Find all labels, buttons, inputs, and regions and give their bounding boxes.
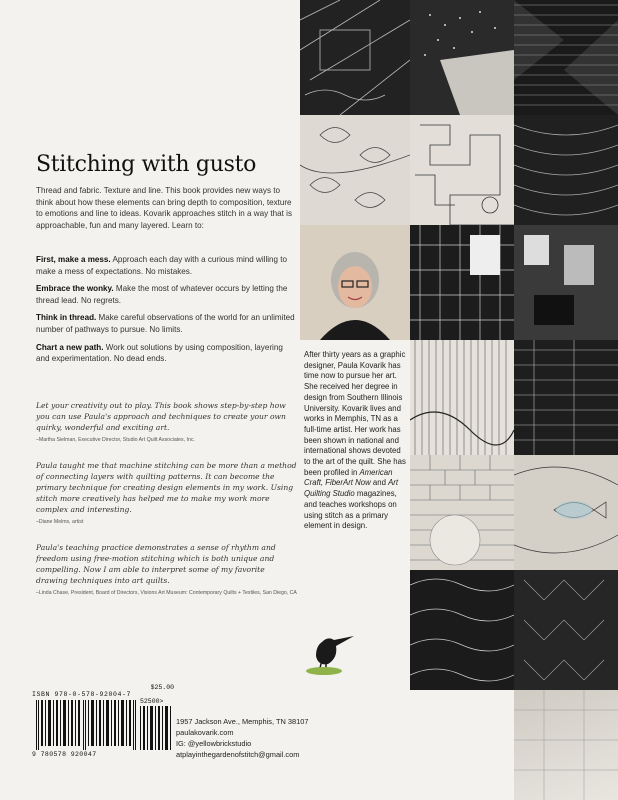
endorsement-quote: Paula taught me that machine stitching can be more than a method of connecting layers with quilting patterns. It can become the primary technique for creating design elements in my work. Using stitch more creatively has helped me to make my work more complex and interesting. –Diane Melms, artist <box>36 461 297 525</box>
learning-points <box>36 254 298 371</box>
quilt-tile-dots <box>410 0 514 115</box>
book-title: Stitching with gusto <box>36 152 257 177</box>
quilt-tile-rectangles <box>514 225 618 340</box>
quilt-tile-triangles <box>514 0 618 115</box>
author-photo <box>300 225 410 340</box>
quilt-tile-bricks <box>410 455 514 570</box>
quilt-tile-lines-light <box>410 340 514 455</box>
book-intro: Thread and fabric. Texture and line. This book provides new ways to think about how these elements can bring depth to composition, texture to emotions and line to ideas. Kovarik approaches stitch in a way that is approachable, fun and many layered. Learn to: <box>36 186 292 230</box>
quilt-tile-bottom <box>514 690 618 800</box>
quilt-tile-grid <box>410 225 514 340</box>
quilt-tile-dark-4 <box>410 570 514 690</box>
point-item: First, make a mess. Approach each day with a curious mind willing to make a mess of expectations. No mistakes. <box>36 255 288 276</box>
point-item: Embrace the wonky. Make the most of whatever occurs by letting the thread lead. No regrets. <box>36 284 288 305</box>
price-label: $25.00 <box>150 684 174 691</box>
point-item: Think in thread. Make careful observations of the world for an unlimited number of pathways to pursue. No limits. <box>36 313 295 334</box>
quilt-tile-flowers <box>300 115 410 225</box>
isbn-label: ISBN 978-0-578-92004-7 <box>32 691 132 698</box>
publisher-contact <box>176 716 376 760</box>
addon-number: 52500> <box>140 698 164 705</box>
quilt-tile-dark-1 <box>300 0 410 115</box>
barcode-addon-bars <box>140 706 172 750</box>
quilt-tile-maze <box>410 115 514 225</box>
endorsement-quote: Let your creativity out to play. This book shows step-by-step how you can use Paula's approach and techniques to create your own quirky, wonderful and exciting art. –Martha Sielman, Executive Director, Studio Art Quilt Associates, Inc. <box>36 401 286 443</box>
quilt-tile-dark-2 <box>514 115 618 225</box>
contact-address: 1957 Jackson Ave., Memphis, TN 38107 <box>176 717 309 726</box>
quilt-tile-fish <box>514 455 618 570</box>
quilt-collage <box>300 0 618 690</box>
endorsements <box>36 400 298 613</box>
bird-logo <box>300 628 360 678</box>
quilt-tile-dark-3 <box>514 340 618 455</box>
author-bio: After thirty years as a graphic designer, Paula Kovarik has time now to pursue her art. She received her degree in design from Southern Illinois University. Kovarik lives and works in Memphis, TN as a full-time artist. Her work has been shown in national and international shows devoted to the art of the quilt. She has been profiled in American Craft, FiberArt Now and Art Quilting Studio magazines, and teaches workshops on using stitch as a primary element in design. <box>304 350 406 531</box>
quilt-tile-dark-5 <box>514 570 618 690</box>
endorsement-quote: Paula's teaching practice demonstrates a sense of rhythm and freedom using free-motion stitching which is both unique and compelling. Now I am able to interpret some of my favorite drawing techniques into art quilts. –Linda Chase, President, Board of Directors, Visions Art Museum: Contemporary Quilts + Textiles, San Diego, CA <box>36 543 297 596</box>
barcode-bars <box>36 700 136 750</box>
point-item: Chart a new path. Work out solutions by using composition, layering and experimentation. No dead ends. <box>36 342 283 364</box>
contact-instagram: IG: @yellowbrickstudio <box>176 739 252 748</box>
barcode-digits: 9 780578 920047 <box>32 751 97 758</box>
contact-email: atplayinthegardenofstitch@gmail.com <box>176 750 300 759</box>
isbn-barcode <box>32 684 174 760</box>
contact-website: paulakovarik.com <box>176 728 234 737</box>
